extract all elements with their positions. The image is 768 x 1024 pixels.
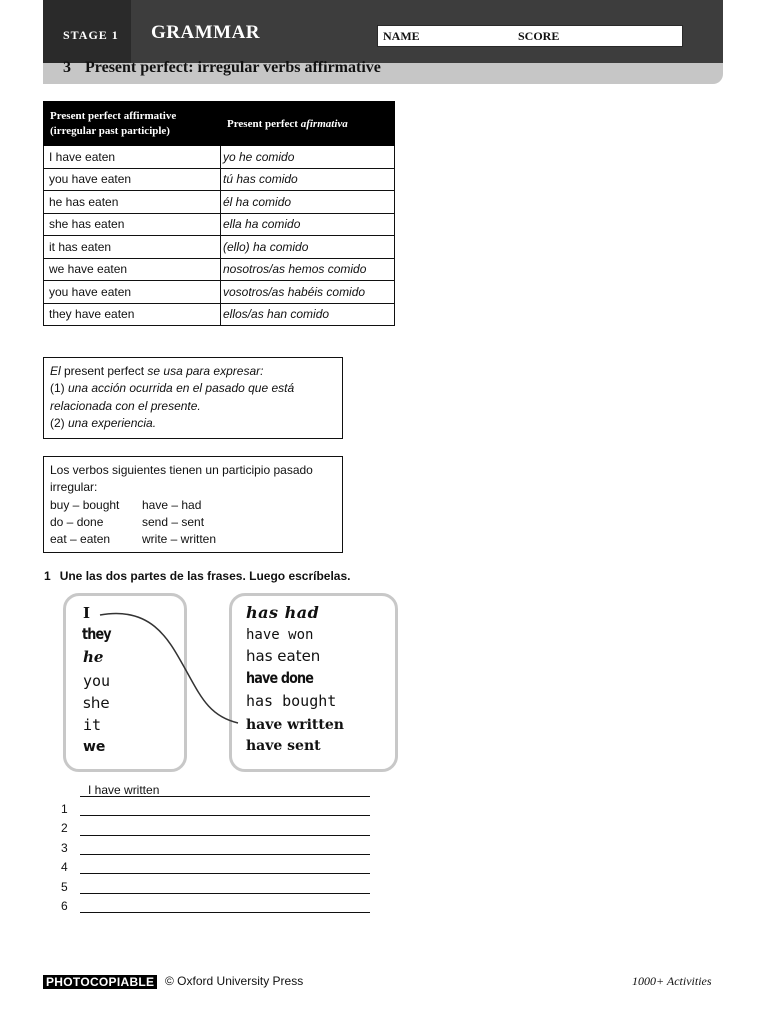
cell-spanish: él ha comido <box>221 191 395 214</box>
cell-spanish: nosotros/as hemos comido <box>221 258 395 281</box>
usage-text: se usa para expresar: <box>147 364 264 378</box>
photocopiable-badge: PHOTOCOPIABLE <box>43 975 157 989</box>
answer-line[interactable] <box>80 854 370 855</box>
verb-phrase[interactable]: has eaten <box>246 647 321 665</box>
header-spanish-italic: afirmativa <box>300 117 348 130</box>
usage-text: present perfect <box>60 364 148 378</box>
stage-label: STAGE 1 <box>63 28 119 42</box>
verb-pair: buy – bought <box>50 497 120 512</box>
answer-line[interactable] <box>80 912 370 913</box>
answer-number: 5 <box>61 880 68 894</box>
score-label: SCORE <box>518 29 560 43</box>
verb-pair: have – had <box>142 497 202 512</box>
title-text: Present perfect: irregular verbs affirmative <box>85 59 381 76</box>
verb-phrase[interactable]: have won <box>246 627 314 643</box>
irregular-intro: irregular: <box>50 480 98 495</box>
subject-word[interactable]: he <box>83 648 104 666</box>
usage-text: una experiencia. <box>68 415 157 430</box>
cell-spanish: (ello) ha comido <box>221 236 395 259</box>
subject-word[interactable]: they <box>82 625 111 643</box>
cell-english: it has eaten <box>44 236 221 259</box>
cell-english: she has eaten <box>44 213 221 236</box>
cell-spanish: ella ha comido <box>221 213 395 236</box>
verb-pair: write – written <box>142 532 217 547</box>
header-english-line1: Present perfect affirmative <box>50 109 177 122</box>
usage-text: El <box>50 364 61 378</box>
answer-number: 2 <box>61 821 68 835</box>
header-spanish-text: Present perfect <box>227 117 301 130</box>
exercise-number: 1 <box>44 569 51 583</box>
cell-spanish: ellos/as han comido <box>221 303 395 326</box>
copyright-text: © Oxford University Press <box>165 974 304 988</box>
verb-pair: send – sent <box>142 514 205 529</box>
cell-english: I have eaten <box>44 146 221 169</box>
answer-number: 6 <box>61 899 68 913</box>
cell-spanish: vosotros/as habéis comido <box>221 281 395 304</box>
cell-english: we have eaten <box>44 258 221 281</box>
subject-word[interactable]: you <box>83 672 111 690</box>
example-line <box>80 796 370 797</box>
verb-pair: eat – eaten <box>50 532 111 547</box>
answer-number: 1 <box>61 802 68 816</box>
usage-line-3: relacionada con el presente. <box>50 398 201 413</box>
subject-word[interactable]: she <box>83 694 110 712</box>
usage-text: una acción ocurrida en el pasado que está <box>68 381 295 396</box>
cell-spanish: yo he comido <box>221 146 395 169</box>
verb-phrase[interactable]: has had <box>246 603 320 622</box>
subject-word[interactable]: we <box>83 739 106 755</box>
subject-word[interactable]: it <box>83 716 102 734</box>
answer-line[interactable] <box>80 893 370 894</box>
verb-phrase[interactable]: have written <box>246 717 344 733</box>
answer-line[interactable] <box>80 835 370 836</box>
answer-line[interactable] <box>80 873 370 874</box>
subject-word[interactable]: I <box>83 604 91 622</box>
title-number: 3 <box>63 59 71 76</box>
cell-english: you have eaten <box>44 168 221 191</box>
cell-english: they have eaten <box>44 303 221 326</box>
cell-english: he has eaten <box>44 191 221 214</box>
usage-text: (2) <box>50 415 68 430</box>
section-label: GRAMMAR <box>151 22 261 43</box>
answer-number: 4 <box>61 860 68 874</box>
verb-pair: do – done <box>50 514 104 529</box>
answer-line[interactable] <box>80 815 370 816</box>
cell-spanish: tú has comido <box>221 168 395 191</box>
connector-line <box>100 613 238 723</box>
header-english-line2: (irregular past participle) <box>50 124 170 137</box>
name-label: NAME <box>383 29 420 43</box>
irregular-intro: Los verbos siguientes tienen un participio pasado <box>50 463 313 477</box>
series-title: 1000+ Activities <box>632 974 712 988</box>
example-answer: I have written <box>88 783 160 797</box>
exercise-text: Une las dos partes de las frases. Luego escríbelas. <box>59 569 351 583</box>
verb-phrase[interactable]: have done <box>246 669 314 687</box>
verb-phrase[interactable]: has bought <box>246 692 337 710</box>
usage-text: (1) <box>50 381 68 396</box>
cell-english: you have eaten <box>44 281 221 304</box>
answer-number: 3 <box>61 841 68 855</box>
verb-phrase[interactable]: have sent <box>246 738 321 754</box>
